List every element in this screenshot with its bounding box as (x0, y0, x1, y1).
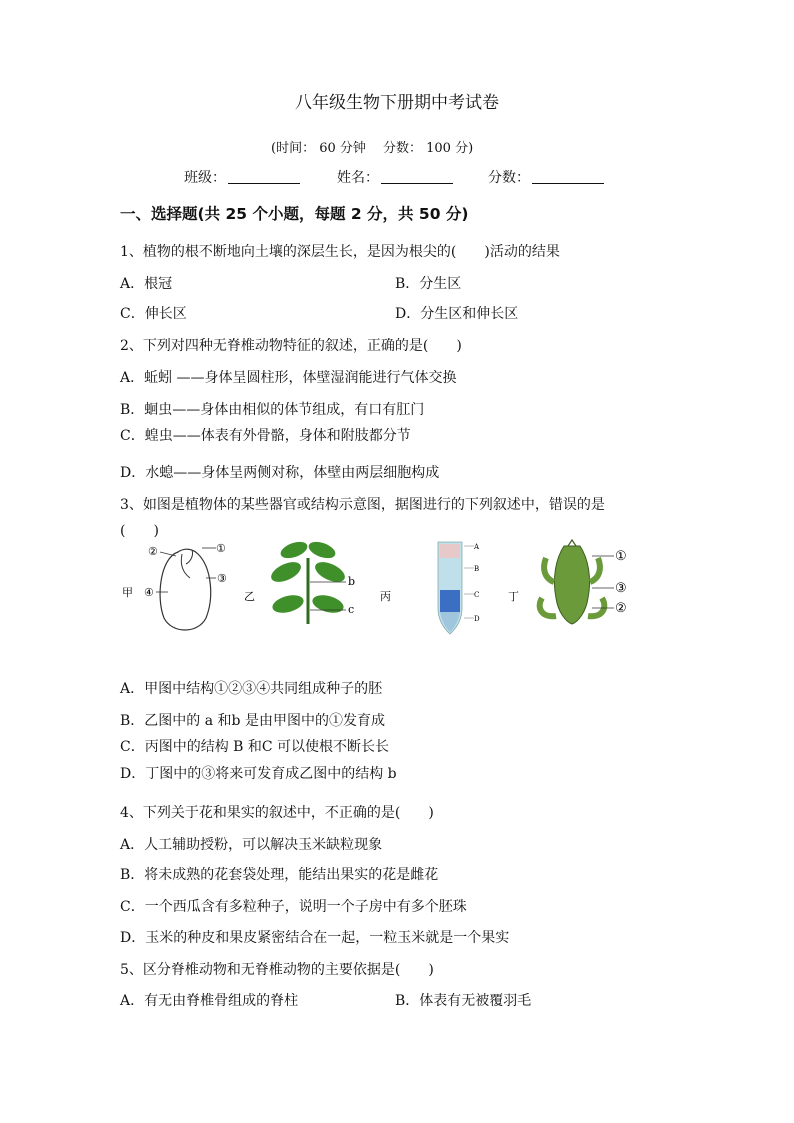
name-field (337, 169, 453, 187)
option-4a: A．人工辅助授粉，可以解决玉米缺粒现象 (120, 837, 383, 853)
class-label: 班级： (184, 170, 226, 186)
option-5a: A．有无由脊椎骨组成的脊柱 (120, 993, 299, 1009)
name-blank[interactable] (381, 169, 453, 184)
option-3d: D．丁图中的③将来可发育成乙图中的结构 b (120, 766, 397, 782)
question-4: 4、下列关于花和果实的叙述中，不正确的是( ) (120, 805, 434, 821)
option-2c: C．蝗虫——体表有外骨骼，身体和附肢都分节 (120, 428, 411, 444)
option-1c: C．伸长区 (120, 306, 187, 322)
page-title: 八年级生物下册期中考试卷 (295, 93, 499, 113)
seed-label-1: ① (216, 542, 226, 555)
label-bing: 丙 (380, 590, 391, 603)
question-3: 3、如图是植物体的某些器官或结构示意图，据图进行的下列叙述中，错误的是 (120, 497, 605, 513)
option-4b: B．将未成熟的花套袋处理，能结出果实的花是雌花 (120, 867, 439, 883)
option-1d: D．分生区和伸长区 (395, 306, 519, 322)
class-field (184, 169, 300, 187)
section-heading: 一、选择题(共 25 个小题，每题 2 分，共 50 分) (120, 205, 469, 223)
option-1a: A．根冠 (120, 276, 173, 292)
score-field (488, 169, 604, 187)
name-label: 姓名： (337, 170, 379, 186)
exam-info: (时间： 60 分钟 分数： 100 分) (271, 141, 474, 156)
root-label-C: C (474, 591, 480, 599)
question-1: 1、植物的根不断地向土壤的深层生长，是因为根尖的( )活动的结果 (120, 244, 560, 260)
seedling-label-c: c (348, 603, 355, 616)
seed-label-3: ③ (217, 572, 227, 585)
label-jia: 甲 (122, 586, 133, 599)
option-2a: A．蚯蚓 ——身体呈圆柱形，体壁湿润能进行气体交换 (120, 370, 457, 386)
option-3b: B．乙图中的 a 和b 是由甲图中的①发育成 (120, 713, 385, 729)
option-3c: C．丙图中的结构 B 和C 可以使根不断长长 (120, 739, 390, 755)
option-4d: D．玉米的种皮和果皮紧密结合在一起，一粒玉米就是一个果实 (120, 930, 510, 946)
label-ding: 丁 (508, 590, 519, 603)
option-2d: D．水螅——身体呈两侧对称，体壁由两层细胞构成 (120, 465, 440, 481)
option-4c: C．一个西瓜含有多粒种子，说明一个子房中有多个胚珠 (120, 899, 467, 915)
label-yi: 乙 (244, 590, 255, 603)
option-5b: B．体表有无被覆羽毛 (395, 993, 532, 1009)
root-tip-diagram (378, 538, 508, 648)
seed-diagram (120, 538, 240, 648)
question-5: 5、区分脊椎动物和无脊椎动物的主要依据是( ) (120, 962, 434, 978)
option-1b: B．分生区 (395, 276, 462, 292)
score-label: 分数： (488, 170, 530, 186)
seed-label-2: ② (148, 545, 158, 558)
bud-label-1: ① (615, 549, 627, 564)
seedling-label-b: b (348, 575, 356, 588)
root-label-D: D (474, 615, 480, 623)
class-blank[interactable] (228, 169, 300, 184)
bud-label-2: ② (615, 601, 627, 616)
question-3-paren: ( ) (120, 523, 159, 539)
question-2: 2、下列对四种无脊椎动物特征的叙述，正确的是( ) (120, 338, 462, 354)
root-label-A: A (474, 543, 480, 551)
bud-label-3: ③ (615, 581, 627, 596)
score-blank[interactable] (532, 169, 604, 184)
option-2b: B．蛔虫——身体由相似的体节组成，有口有肛门 (120, 402, 425, 418)
q3-figure (120, 538, 640, 648)
bud-diagram (506, 538, 636, 648)
root-label-B: B (474, 565, 480, 573)
seed-label-4: ④ (144, 586, 154, 599)
seedling-diagram (242, 538, 372, 648)
option-3a: A．甲图中结构①②③④共同组成种子的胚 (120, 681, 383, 697)
